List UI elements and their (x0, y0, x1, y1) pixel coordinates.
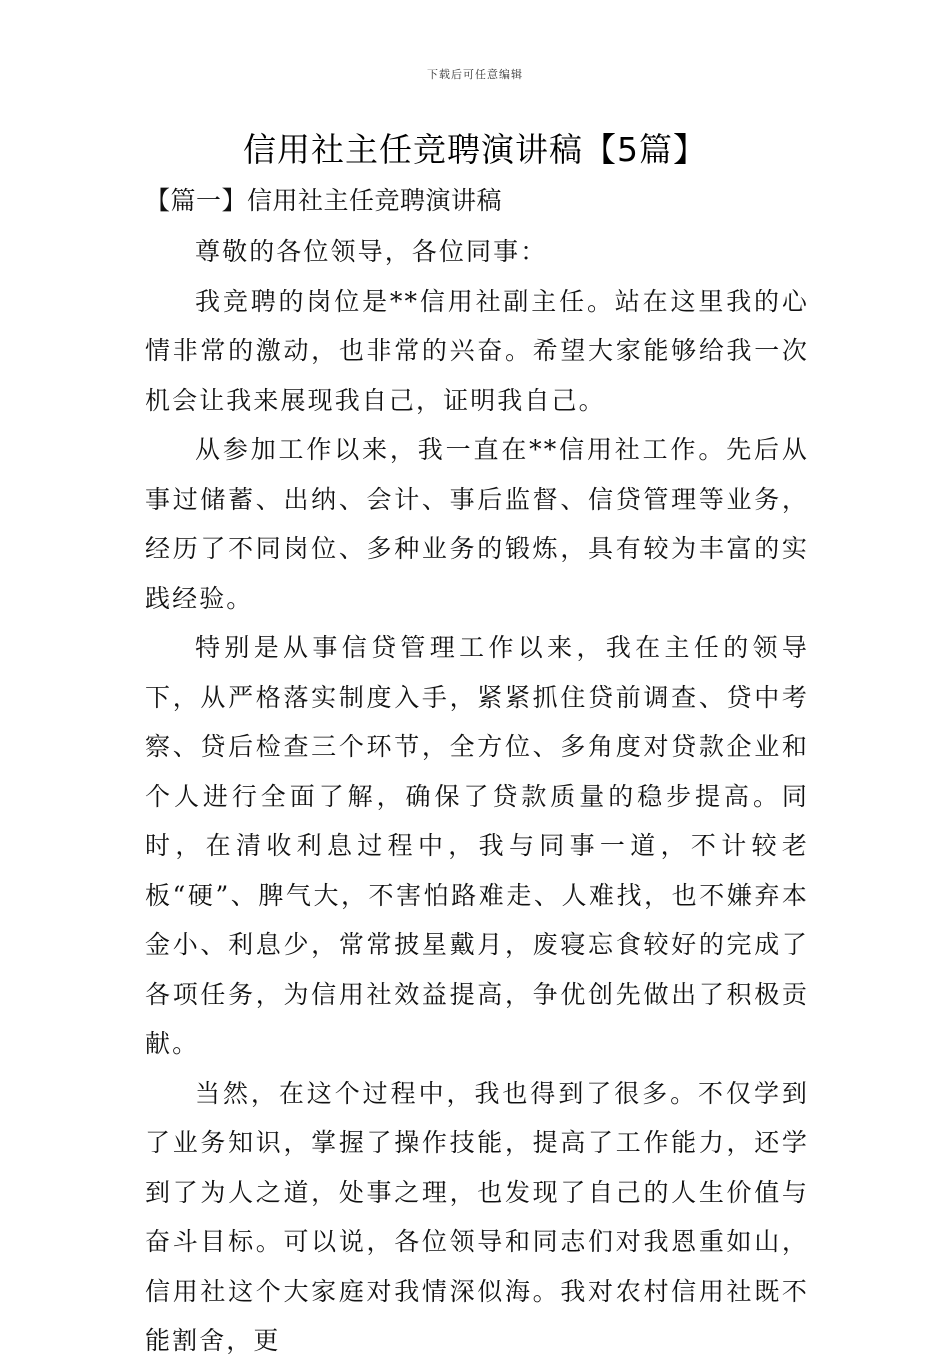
salutation-paragraph: 尊敬的各位领导，各位同事： (195, 237, 548, 266)
section-heading: 【篇一】信用社主任竞聘演讲稿 (145, 186, 503, 215)
document-title: 信用社主任竞聘演讲稿【5篇】 (243, 130, 707, 169)
body-paragraph-3: 特别是从事信贷管理工作以来，我在主任的领导下，从严格落实制度入手，紧紧抓住贷前调查、贷中考察、贷后检查三个环节，全方位、多角度对贷款企业和个人进行全面了解，确保了贷款质量的稳步提高。同时，在清收利息过程中，我与同事一道，不计较老板“硬”、脾气大，不害怕路难走、人难找，也不嫌弃本金小、利息少，常常披星戴月，废寝忘食较好的完成了各项任务，为信用社效益提高，争优创先做出了积极贡献。 (145, 633, 809, 1058)
body-paragraph-2: 从参加工作以来，我一直在**信用社工作。先后从事过储蓄、出纳、会计、事后监督、信贷管理等业务，经历了不同岗位、多种业务的锻炼，具有较为丰富的实践经验。 (145, 435, 809, 613)
page-header-note: 下载后可任意编辑 (427, 68, 523, 81)
document-body (145, 177, 809, 1366)
body-paragraph-1: 我竞聘的岗位是**信用社副主任。站在这里我的心情非常的激动，也非常的兴奋。希望大家能够给我一次机会让我来展现我自己，证明我自己。 (145, 286, 809, 415)
body-paragraph-4: 当然，在这个过程中，我也得到了很多。不仅学到了业务知识，掌握了操作技能，提高了工作能力，还学到了为人之道，处事之理，也发现了自己的人生价值与奋斗目标。可以说，各位领导和同志们对我恩重如山，信用社这个大家庭对我情深似海。我对农村信用社既不能割舍，更 (145, 1078, 809, 1355)
